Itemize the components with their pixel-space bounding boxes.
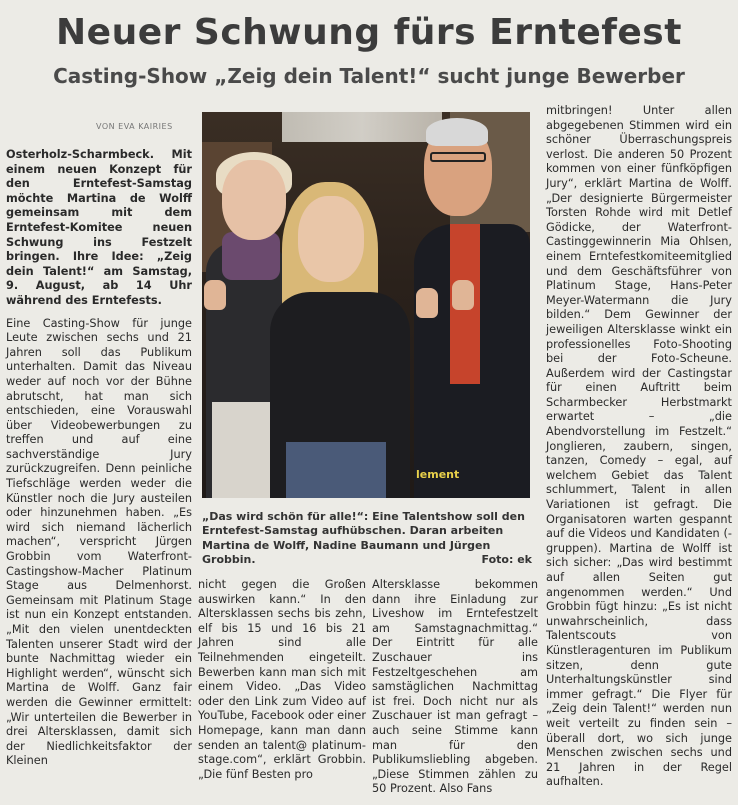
article-byline: VON EVA KAIRIES [96,122,173,131]
photo-credit: Foto: ek [481,552,532,566]
article-photo [202,112,530,498]
text-column-4 [546,104,732,798]
article-headline: Neuer Schwung fürs Erntefest [56,12,682,53]
thumbs-up-icon [416,288,438,318]
column-3-body: Altersklasse bekommen dann ihre Einladung zur Liveshow im Erntefestzelt am Samstagnachmittag.“ Der Eintritt für alle Zuschauer ins Festzeltgeschehen am samstäglichen Nachmittag ist frei. Doch nicht nur als Zuschauer ist man gefragt – auch seine Stimme kann man für den Publikumsliebling abgeben. „Diese Stimmen zählen zu 50 Prozent. Also Fans [372,578,538,796]
text-column-3 [372,578,538,805]
column-4-body: mitbringen! Unter allen abgegebenen Stimmen wird ein schöner Überraschungspreis verlost. Die anderen 50 Prozent kommen von einer fünfköpfigen Jury“, erklärt Martina de Wolff. „Der designierte Bürgermeister Torsten Rohde wird mit Detlef Gödicke, der Waterfront-Castinggewinnerin Mia Ohlsen, einem Erntefestkomiteemitglied und dem Geschäftsführer von Platinum Stage, Hans-Peter Meyer-Watermann die Jury bilden.“ Dem Gewinner der jeweiligen Altersklasse winkt ein professionelles Foto-Shooting bei der Foto-Scheune. Außerdem wird der Castingstar für einen Auftritt beim Scharmbecker Herbstmarkt erwartet – „die Abendvorstellung im Festzelt.“ Jonglieren, zaubern, singen, tanzen, Comedy – egal, auf welchem Gebiet das Talent schlummert, Talent in allen Variationen ist gefragt. Die Organisatoren warten gespannt auf die Videos und Kandidaten (-gruppen). Martina de Wolff ist sich sicher: „Das wird bestimmt auf allen Seiten gut angenommen werden.“ Und Grobbin fügt hinzu: „Es ist nicht unwahrscheinlich, dass Talentscouts von Künstleragenturen im Publikum sitzen, denn gute Unterhaltungskünstler sind immer gefragt.“ Die Flyer für „Zeig dein Talent!“ werden nun weit verteilt zu finden sein – überall dort, wo sich junge Menschen zwischen sechs und 21 Jahren in der Regel aufhalten. [546,104,732,789]
photo-caption [202,510,532,567]
article-lead: Osterholz-Scharmbeck. Mit einem neuen Konzept für den Erntefest-Samstag möchte Martina de Wolff gemeinsam mit dem Erntefest-Komitee neuen Schwung ins Festzelt bringen. Ihre Idee: „Zeig dein Talent!“ am Samstag, 9. August, ab 14 Uhr während des Erntefests. [6,148,192,307]
column-2-body: nicht gegen die Großen auswirken kann.“ In den Altersklassen sechs bis zehn, elf bis 15 und 16 bis 21 Jahren sind alle Teilnehmenden eingeteilt. Bewerben kann man sich mit einem Video. „Das Video oder den Link zum Video auf YouTube, Facebook oder einer Homepage, kann man dann senden an talent@ platinum-stage.com“, erklärt Grobbin. „Die fünf Besten pro [198,578,366,781]
glasses-icon [430,152,486,162]
person-left-head [222,160,286,240]
thumbs-up-icon [452,280,474,310]
person-center-jeans [286,442,386,498]
article-subheadline: Casting-Show „Zeig dein Talent!“ sucht junge Bewerber [53,64,685,88]
text-column-1 [6,148,192,777]
person-right-hair [426,118,488,146]
photo-logo-text: lement [416,468,460,481]
column-1-body: Eine Casting-Show für junge Leute zwischen sechs und 21 Jahren soll das Publikum unterhalten. Damit das Niveau weder auf noch vor der Bühne abrutscht, hat man sich entschieden, eine Vorauswahl über Videobewerbungen zu treffen und auf eine sachverständige Jury zurückzugreifen. Denn peinliche Tiefschläge werden weder die Künstler noch die Jury austeilen oder hinzunehmen haben. „Es wird sich niemand lächerlich machen“, verspricht Jürgen Grobbin vom Waterfront-Castingshow-Macher Platinum Stage aus Delmenhorst. Gemeinsam mit Platinum Stage ist nun ein Konzept entstanden. „Mit den vielen unentdeckten Talenten unserer Stadt wird der bunte Nachmittag wieder ein Highlight werden“, wünscht sich Martina de Wolff. Ganz fair werden die Gewinner ermittelt: „Wir unterteilen die Bewerber in drei Altersklassen, damit sich der Niedlichkeitsfaktor der Kleinen [6,316,192,768]
text-column-2 [198,578,366,790]
thumbs-up-icon [204,280,226,310]
photo-background-banner [282,112,442,142]
caption-text: „Das wird schön für alle!“: Eine Talentshow soll den Erntefest-Samstag aufhübschen. Daran arbeiten Martina de Wolff, Nadine Baumann und Jürgen Grobbin. [202,510,525,566]
person-center-head [298,196,364,282]
